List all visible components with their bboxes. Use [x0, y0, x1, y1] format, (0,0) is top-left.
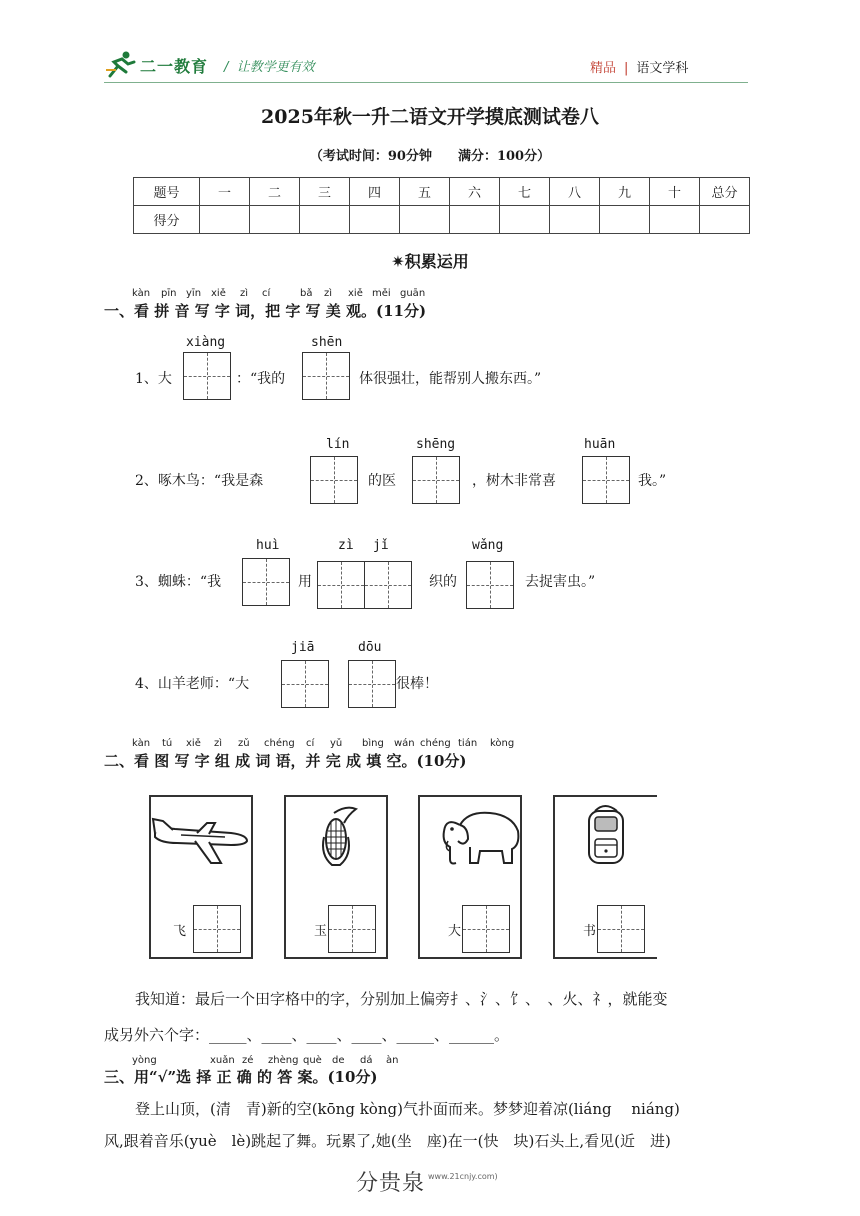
score-cell: 八: [550, 178, 600, 206]
pinyin: bìng: [362, 738, 384, 749]
s2-mid-1: 的医: [368, 473, 396, 489]
score-cell: 题号: [134, 178, 200, 206]
score-header-row: [134, 178, 750, 206]
pinyin: yǔ: [330, 738, 343, 749]
pinyin: xiě: [348, 288, 363, 299]
score-cell: 二: [250, 178, 300, 206]
tianzige-box[interactable]: [193, 905, 241, 953]
score-value-row: [134, 206, 750, 234]
s2-mid-2: ，树木非常喜: [472, 473, 556, 489]
pinyin: yīn: [186, 288, 202, 299]
pinyin: yòng: [132, 1055, 157, 1066]
pinyin: kàn: [132, 288, 151, 299]
s2-pinyin-1: lín: [326, 437, 350, 452]
score-cell: 三: [300, 178, 350, 206]
corn-icon: [286, 797, 386, 877]
q2-paragraph-line1: 我知道：最后一个田字格中的字，分别加上偏旁扌、氵、饣、 、火、礻，就能变: [135, 990, 668, 1008]
score-input[interactable]: [400, 206, 450, 234]
logo-text: 二一教育: [140, 57, 209, 76]
s2-pinyin-2: shēng: [416, 437, 456, 452]
s2-prefix: 2、啄木鸟：“我是森: [135, 473, 264, 489]
score-cell: 五: [400, 178, 450, 206]
q3-line2: 风,跟着音乐(yuè lè)跳起了舞。玩累了,她(坐 座)在一(快 块)石头上,看见(近 进): [104, 1132, 671, 1150]
q3-line1: 登上山顶，(清 青)新的空(kōng kòng)气扑面而来。梦梦迎着凉(liáng niáng): [135, 1100, 680, 1118]
pinyin: zé: [242, 1055, 254, 1066]
tianzige-box[interactable]: [310, 456, 358, 504]
pinyin: měi: [372, 288, 391, 299]
header-tags: 精品 | 语文学科: [590, 61, 689, 76]
pinyin: zì: [324, 288, 333, 299]
s3-pinyin-1: huì: [256, 538, 280, 553]
slogan: / 让教学更有效: [224, 60, 315, 75]
tianzige-box[interactable]: [597, 905, 645, 953]
picture-card-backpack: [553, 795, 657, 959]
pinyin: zì: [240, 288, 249, 299]
tianzige-box[interactable]: [364, 561, 412, 609]
tianzige-box[interactable]: [466, 561, 514, 609]
tianzige-box[interactable]: [348, 660, 396, 708]
pinyin: xiě: [186, 738, 201, 749]
tag-subject: 语文学科: [636, 61, 689, 76]
tianzige-box[interactable]: [328, 905, 376, 953]
s3-pinyin-4: wǎng: [472, 538, 504, 553]
tianzige-box[interactable]: [242, 558, 290, 606]
s1-prefix: 1、大: [135, 371, 172, 387]
pinyin: xuǎn: [210, 1055, 235, 1066]
tianzige-box[interactable]: [412, 456, 460, 504]
pinyin: cí: [262, 288, 271, 299]
pinyin: què: [303, 1055, 322, 1066]
score-input[interactable]: [250, 206, 300, 234]
picture-card-elephant: [418, 795, 522, 959]
s4-pinyin-1: jiā: [291, 640, 315, 655]
tianzige-box[interactable]: [317, 561, 365, 609]
score-label: 得分: [134, 206, 200, 234]
card-char: 玉: [314, 924, 328, 939]
pinyin: tú: [162, 738, 173, 749]
s3-mid-2: 织的: [429, 574, 457, 590]
pinyin: zhèng: [268, 1055, 299, 1066]
s1-mid: ：“我的: [236, 371, 286, 387]
pinyin: xiě: [211, 288, 226, 299]
pinyin: bǎ: [300, 288, 313, 299]
score-input[interactable]: [500, 206, 550, 234]
header-divider: [104, 82, 748, 83]
score-cell: 六: [450, 178, 500, 206]
score-cell: 总分: [700, 178, 750, 206]
s1-pinyin-2: shēn: [311, 335, 343, 350]
score-cell: 四: [350, 178, 400, 206]
elephant-icon: [420, 797, 524, 877]
airplane-icon: [151, 797, 251, 877]
score-input[interactable]: [350, 206, 400, 234]
pinyin: dá: [360, 1055, 373, 1066]
s3-prefix: 3、蜘蛛：“我: [135, 574, 222, 590]
q2-paragraph-line2: 成另外六个字：_____、____、____、____、_____、______。: [104, 1026, 510, 1044]
s3-pinyin-3: jǐ: [373, 538, 389, 553]
footer-url: www.21cnjy.com): [428, 1172, 498, 1181]
score-input[interactable]: [450, 206, 500, 234]
score-input[interactable]: [550, 206, 600, 234]
pinyin: chéng: [420, 738, 451, 749]
page-title: 2025年秋一升二语文开学摸底测试卷八: [261, 106, 599, 128]
q2-heading: 二、看 图 写 字 组 成 词 语，并 完 成 填 空。(10分): [104, 752, 467, 770]
tag-quality: 精品: [590, 61, 617, 76]
card-char: 书: [583, 924, 597, 939]
exam-info: （考试时间：90分钟 满分：100分）: [309, 149, 551, 164]
section-title: ✷积累运用: [391, 252, 469, 271]
pinyin: àn: [386, 1055, 399, 1066]
pinyin: kàn: [132, 738, 151, 749]
score-table: [133, 177, 750, 234]
score-input[interactable]: [300, 206, 350, 234]
s1-suffix: 体很强壮，能帮别人搬东西。”: [359, 371, 542, 387]
pinyin: kòng: [490, 738, 515, 749]
s4-pinyin-2: dōu: [358, 640, 382, 655]
tianzige-box[interactable]: [462, 905, 510, 953]
score-cell: 七: [500, 178, 550, 206]
logo-runner-icon: [104, 50, 138, 78]
pinyin: zǔ: [238, 738, 250, 749]
s3-pinyin-2: zì: [338, 538, 354, 553]
pinyin: guān: [400, 288, 426, 299]
tianzige-box[interactable]: [281, 660, 329, 708]
score-cell: 九: [600, 178, 650, 206]
picture-card-corn: [284, 795, 388, 959]
pinyin: wán: [394, 738, 415, 749]
s3-mid-1: 用: [298, 574, 312, 590]
s1-pinyin-1: xiàng: [186, 335, 226, 350]
pinyin: de: [332, 1055, 345, 1066]
card-char: 飞: [173, 924, 187, 939]
s4-suffix: 很棒！: [396, 676, 438, 692]
s4-prefix: 4、山羊老师：“大: [135, 676, 250, 692]
backpack-icon: [555, 797, 655, 877]
card-char: 大: [448, 924, 462, 939]
picture-card-airplane: [149, 795, 253, 959]
s3-suffix: 去捉害虫。”: [525, 574, 596, 590]
footer-brand: 分贵泉: [356, 1171, 426, 1196]
pinyin: tián: [458, 738, 478, 749]
pinyin: zì: [214, 738, 223, 749]
tianzige-box[interactable]: [183, 352, 231, 400]
s2-pinyin-3: huān: [584, 437, 616, 452]
pinyin: pīn: [161, 288, 177, 299]
tianzige-box[interactable]: [302, 352, 350, 400]
q1-heading: 一、看 拼 音 写 字 词，把 字 写 美 观。(11分): [104, 302, 427, 320]
pinyin: chéng: [264, 738, 295, 749]
score-input[interactable]: [600, 206, 650, 234]
score-input[interactable]: [200, 206, 250, 234]
score-cell: 一: [200, 178, 250, 206]
s2-suffix: 我。”: [638, 473, 667, 489]
tianzige-box[interactable]: [582, 456, 630, 504]
q3-heading: 三、用“√”选 择 正 确 的 答 案。(10分): [104, 1068, 378, 1086]
score-cell: 十: [650, 178, 700, 206]
score-input[interactable]: [700, 206, 750, 234]
pinyin: cí: [306, 738, 315, 749]
score-input[interactable]: [650, 206, 700, 234]
